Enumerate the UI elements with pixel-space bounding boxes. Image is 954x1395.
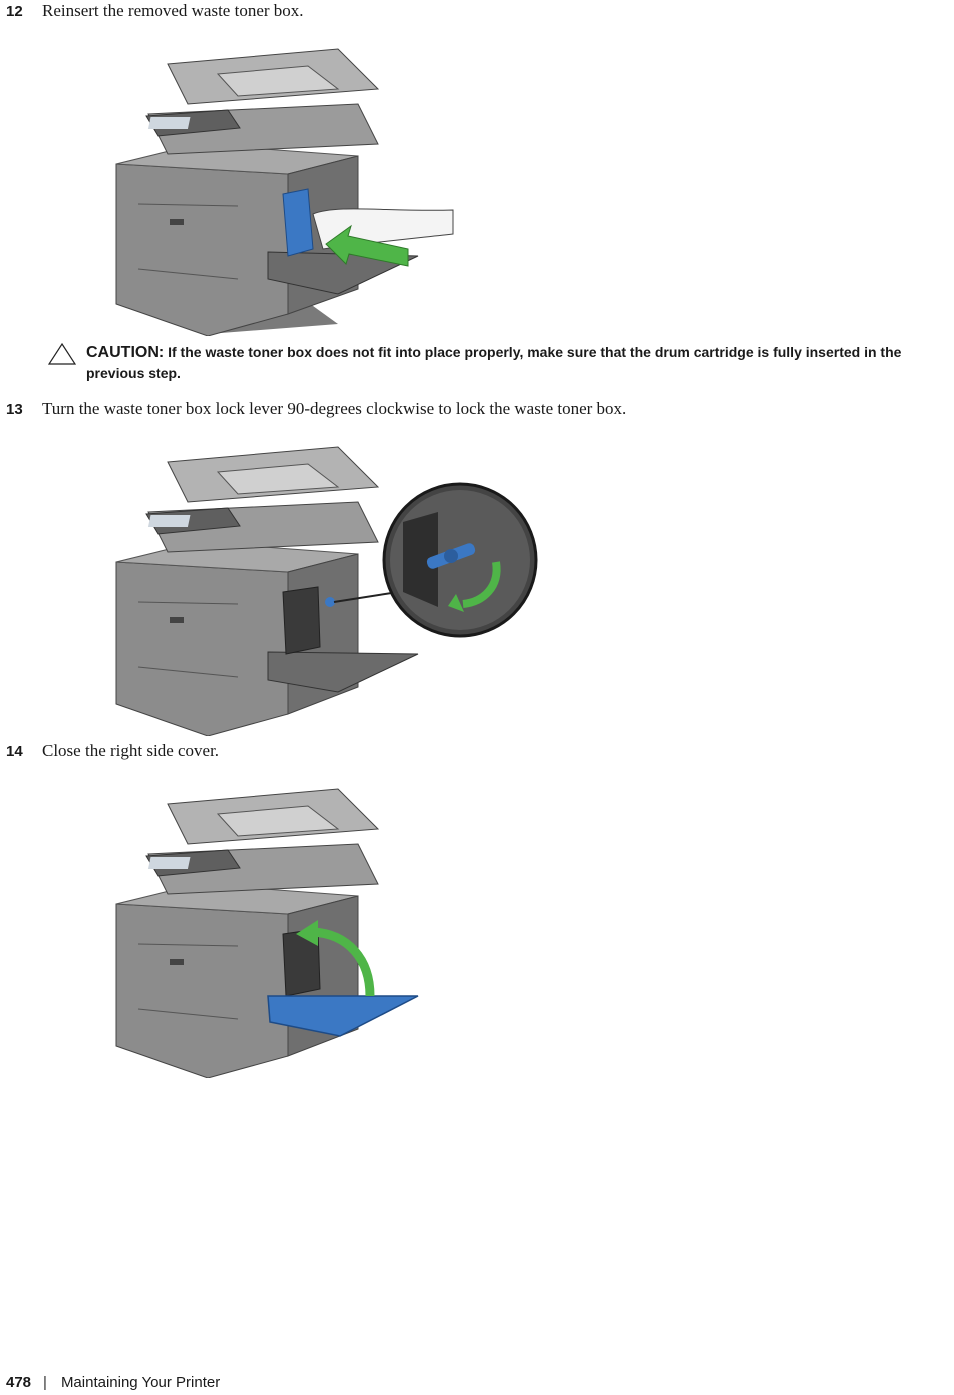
section-title: Maintaining Your Printer	[60, 1374, 221, 1391]
printer-illustration-reinsert-toner-box	[108, 44, 468, 336]
footer-separator: |	[43, 1374, 47, 1391]
step-text: Close the right side cover.	[42, 741, 220, 760]
caution-label: CAUTION:	[86, 344, 165, 361]
step-12	[6, 0, 944, 23]
step-13	[6, 398, 944, 421]
page-number: 478	[6, 1374, 32, 1391]
step-number: 14	[6, 743, 23, 760]
step-14	[6, 740, 944, 763]
caution-note	[48, 342, 954, 383]
caution-text: If the waste toner box does not fit into place properly, make sure that the drum cartridge is fully inserted in the previous step.	[86, 344, 902, 381]
step-text: Turn the waste toner box lock lever 90-degrees clockwise to lock the waste toner box.	[42, 399, 627, 418]
step-number: 13	[6, 401, 23, 418]
step-text: Reinsert the removed waste toner box.	[42, 1, 304, 20]
printer-illustration-close-cover	[108, 784, 428, 1078]
printer-illustration-lock-lever	[108, 442, 538, 736]
caution-triangle-icon	[48, 343, 76, 365]
step-number: 12	[6, 3, 23, 20]
page-footer	[6, 1372, 220, 1394]
